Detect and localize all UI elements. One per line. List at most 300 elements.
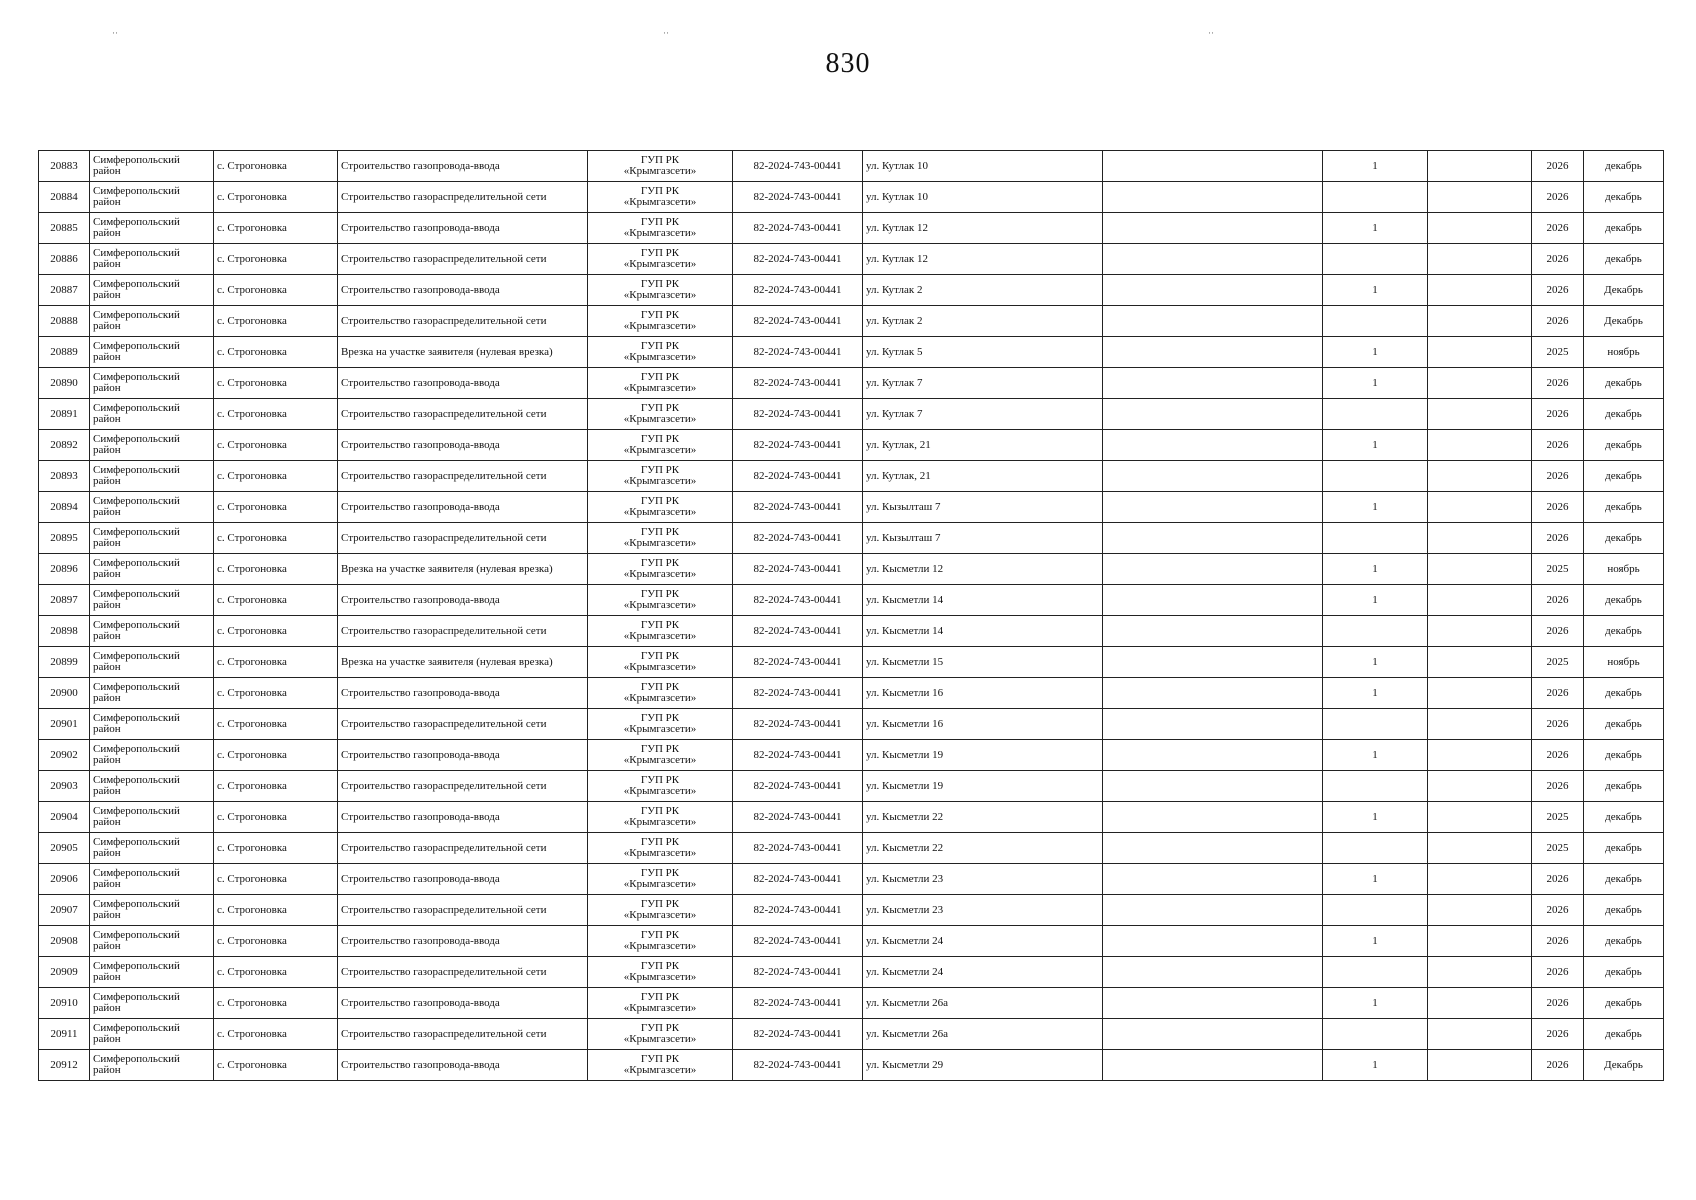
organization-line-2: «Крымгазсети» xyxy=(623,661,697,673)
month-cell: декабрь xyxy=(1584,461,1664,492)
year-cell: 2026 xyxy=(1532,182,1584,213)
address-cell: ул. Кысметли 23 xyxy=(863,864,1103,895)
organization-line-1: ГУП РК xyxy=(640,929,680,941)
organization-line-2: «Крымгазсети» xyxy=(623,909,697,921)
row-number-cell: 20894 xyxy=(39,492,90,523)
year-cell: 2026 xyxy=(1532,1050,1584,1081)
table-row xyxy=(39,306,1664,337)
organization-line-1: ГУП РК xyxy=(640,867,680,879)
month-cell: декабрь xyxy=(1584,182,1664,213)
empty-cell xyxy=(1103,1050,1323,1081)
program-code-cell: 82-2024-743-00441 xyxy=(733,647,863,678)
year-cell: 2026 xyxy=(1532,926,1584,957)
row-number-cell: 20899 xyxy=(39,647,90,678)
work-type-cell: Строительство газораспределительной сети xyxy=(338,523,588,554)
work-type-cell: Строительство газопровода-ввода xyxy=(338,740,588,771)
address-cell: ул. Кутлак, 21 xyxy=(863,461,1103,492)
month-cell: ноябрь xyxy=(1584,554,1664,585)
empty-cell xyxy=(1428,771,1532,802)
work-type-cell: Строительство газораспределительной сети xyxy=(338,771,588,802)
settlement-cell: с. Строгоновка xyxy=(214,709,338,740)
table-row xyxy=(39,492,1664,523)
organization-line-1: ГУП РК xyxy=(640,278,680,290)
month-cell: декабрь xyxy=(1584,957,1664,988)
empty-cell xyxy=(1103,151,1323,182)
empty-cell xyxy=(1103,523,1323,554)
address-cell: ул. Кысметли 24 xyxy=(863,926,1103,957)
program-code-cell: 82-2024-743-00441 xyxy=(733,1019,863,1050)
program-code-cell: 82-2024-743-00441 xyxy=(733,244,863,275)
year-cell: 2025 xyxy=(1532,647,1584,678)
row-number-cell: 20883 xyxy=(39,151,90,182)
table-row xyxy=(39,895,1664,926)
empty-cell xyxy=(1428,585,1532,616)
work-type-cell: Строительство газопровода-ввода xyxy=(338,430,588,461)
organization-cell xyxy=(588,833,733,864)
organization-cell xyxy=(588,926,733,957)
address-cell: ул. Кысметли 12 xyxy=(863,554,1103,585)
organization-line-1: ГУП РК xyxy=(640,712,680,724)
organization-line-2: «Крымгазсети» xyxy=(623,289,697,301)
program-code-cell: 82-2024-743-00441 xyxy=(733,430,863,461)
quantity-cell: 1 xyxy=(1323,430,1428,461)
settlement-cell: с. Строгоновка xyxy=(214,771,338,802)
work-type-cell: Строительство газораспределительной сети xyxy=(338,895,588,926)
month-cell: декабрь xyxy=(1584,523,1664,554)
address-cell: ул. Кутлак 2 xyxy=(863,306,1103,337)
district-cell: Симферопольский район xyxy=(90,864,214,895)
settlement-cell: с. Строгоновка xyxy=(214,802,338,833)
month-cell: декабрь xyxy=(1584,709,1664,740)
table-row xyxy=(39,1050,1664,1081)
row-number-cell: 20891 xyxy=(39,399,90,430)
work-type-cell: Строительство газораспределительной сети xyxy=(338,182,588,213)
settlement-cell: с. Строгоновка xyxy=(214,678,338,709)
table-row xyxy=(39,368,1664,399)
quantity-cell: 1 xyxy=(1323,864,1428,895)
address-cell: ул. Кутлак 12 xyxy=(863,244,1103,275)
district-cell: Симферопольский район xyxy=(90,430,214,461)
month-cell: декабрь xyxy=(1584,740,1664,771)
program-code-cell: 82-2024-743-00441 xyxy=(733,957,863,988)
quantity-cell: 1 xyxy=(1323,213,1428,244)
program-code-cell: 82-2024-743-00441 xyxy=(733,616,863,647)
organization-cell xyxy=(588,616,733,647)
address-cell: ул. Кутлак, 21 xyxy=(863,430,1103,461)
district-cell: Симферопольский район xyxy=(90,399,214,430)
organization-line-1: ГУП РК xyxy=(640,247,680,259)
program-code-cell: 82-2024-743-00441 xyxy=(733,926,863,957)
empty-cell xyxy=(1103,957,1323,988)
district-cell: Симферопольский район xyxy=(90,833,214,864)
table-row xyxy=(39,647,1664,678)
program-code-cell: 82-2024-743-00441 xyxy=(733,988,863,1019)
program-code-cell: 82-2024-743-00441 xyxy=(733,802,863,833)
organization-line-1: ГУП РК xyxy=(640,185,680,197)
district-cell: Симферопольский район xyxy=(90,740,214,771)
month-cell: декабрь xyxy=(1584,151,1664,182)
work-type-cell: Строительство газопровода-ввода xyxy=(338,988,588,1019)
organization-cell xyxy=(588,709,733,740)
year-cell: 2025 xyxy=(1532,802,1584,833)
district-cell: Симферопольский район xyxy=(90,926,214,957)
empty-cell xyxy=(1428,213,1532,244)
row-number-cell: 20889 xyxy=(39,337,90,368)
organization-cell xyxy=(588,771,733,802)
quantity-cell xyxy=(1323,709,1428,740)
empty-cell xyxy=(1103,833,1323,864)
district-cell: Симферопольский район xyxy=(90,647,214,678)
program-code-cell: 82-2024-743-00441 xyxy=(733,895,863,926)
month-cell: декабрь xyxy=(1584,368,1664,399)
settlement-cell: с. Строгоновка xyxy=(214,182,338,213)
organization-line-1: ГУП РК xyxy=(640,402,680,414)
year-cell: 2026 xyxy=(1532,988,1584,1019)
empty-cell xyxy=(1103,275,1323,306)
row-number-cell: 20886 xyxy=(39,244,90,275)
table-row xyxy=(39,833,1664,864)
row-number-cell: 20910 xyxy=(39,988,90,1019)
district-cell: Симферопольский район xyxy=(90,802,214,833)
settlement-cell: с. Строгоновка xyxy=(214,988,338,1019)
year-cell: 2026 xyxy=(1532,616,1584,647)
month-cell: декабрь xyxy=(1584,585,1664,616)
table-row xyxy=(39,337,1664,368)
year-cell: 2026 xyxy=(1532,864,1584,895)
settlement-cell: с. Строгоновка xyxy=(214,926,338,957)
row-number-cell: 20911 xyxy=(39,1019,90,1050)
district-cell: Симферопольский район xyxy=(90,461,214,492)
empty-cell xyxy=(1428,678,1532,709)
empty-cell xyxy=(1428,244,1532,275)
organization-line-2: «Крымгазсети» xyxy=(623,382,697,394)
district-cell: Симферопольский район xyxy=(90,492,214,523)
district-cell: Симферопольский район xyxy=(90,523,214,554)
year-cell: 2026 xyxy=(1532,244,1584,275)
row-number-cell: 20898 xyxy=(39,616,90,647)
empty-cell xyxy=(1103,1019,1323,1050)
quantity-cell xyxy=(1323,1019,1428,1050)
empty-cell xyxy=(1428,399,1532,430)
empty-cell xyxy=(1428,616,1532,647)
row-number-cell: 20900 xyxy=(39,678,90,709)
year-cell: 2026 xyxy=(1532,275,1584,306)
month-cell: декабрь xyxy=(1584,988,1664,1019)
empty-cell xyxy=(1428,523,1532,554)
settlement-cell: с. Строгоновка xyxy=(214,1050,338,1081)
empty-cell xyxy=(1103,895,1323,926)
data-table xyxy=(38,150,1664,1081)
organization-cell xyxy=(588,554,733,585)
month-cell: декабрь xyxy=(1584,244,1664,275)
empty-cell xyxy=(1428,988,1532,1019)
address-cell: ул. Кысметли 16 xyxy=(863,678,1103,709)
program-code-cell: 82-2024-743-00441 xyxy=(733,523,863,554)
row-number-cell: 20897 xyxy=(39,585,90,616)
empty-cell xyxy=(1428,492,1532,523)
organization-line-1: ГУП РК xyxy=(640,743,680,755)
organization-cell xyxy=(588,1050,733,1081)
address-cell: ул. Кызылташ 7 xyxy=(863,523,1103,554)
empty-cell xyxy=(1428,337,1532,368)
organization-line-1: ГУП РК xyxy=(640,619,680,631)
organization-cell xyxy=(588,740,733,771)
quantity-cell: 1 xyxy=(1323,275,1428,306)
organization-cell xyxy=(588,430,733,461)
program-code-cell: 82-2024-743-00441 xyxy=(733,740,863,771)
month-cell: декабрь xyxy=(1584,678,1664,709)
empty-cell xyxy=(1103,585,1323,616)
quantity-cell xyxy=(1323,399,1428,430)
district-cell: Симферопольский район xyxy=(90,1050,214,1081)
month-cell: декабрь xyxy=(1584,399,1664,430)
year-cell: 2025 xyxy=(1532,337,1584,368)
work-type-cell: Врезка на участке заявителя (нулевая врезка) xyxy=(338,647,588,678)
organization-line-1: ГУП РК xyxy=(640,340,680,352)
organization-line-2: «Крымгазсети» xyxy=(623,599,697,611)
address-cell: ул. Кысметли 16 xyxy=(863,709,1103,740)
empty-cell xyxy=(1103,492,1323,523)
empty-cell xyxy=(1103,616,1323,647)
quantity-cell: 1 xyxy=(1323,337,1428,368)
quantity-cell: 1 xyxy=(1323,926,1428,957)
address-cell: ул. Кутлак 10 xyxy=(863,151,1103,182)
organization-cell xyxy=(588,647,733,678)
district-cell: Симферопольский район xyxy=(90,368,214,399)
year-cell: 2026 xyxy=(1532,213,1584,244)
district-cell: Симферопольский район xyxy=(90,213,214,244)
address-cell: ул. Кысметли 15 xyxy=(863,647,1103,678)
address-cell: ул. Кутлак 12 xyxy=(863,213,1103,244)
table-row xyxy=(39,399,1664,430)
quantity-cell: 1 xyxy=(1323,368,1428,399)
table-row xyxy=(39,988,1664,1019)
empty-cell xyxy=(1428,647,1532,678)
empty-cell xyxy=(1428,430,1532,461)
settlement-cell: с. Строгоновка xyxy=(214,492,338,523)
organization-line-1: ГУП РК xyxy=(640,774,680,786)
empty-cell xyxy=(1103,244,1323,275)
organization-line-1: ГУП РК xyxy=(640,309,680,321)
year-cell: 2026 xyxy=(1532,771,1584,802)
month-cell: декабрь xyxy=(1584,1019,1664,1050)
program-code-cell: 82-2024-743-00441 xyxy=(733,678,863,709)
empty-cell xyxy=(1103,647,1323,678)
table-row xyxy=(39,616,1664,647)
organization-cell xyxy=(588,244,733,275)
quantity-cell xyxy=(1323,616,1428,647)
organization-cell xyxy=(588,802,733,833)
organization-cell xyxy=(588,275,733,306)
empty-cell xyxy=(1428,864,1532,895)
program-code-cell: 82-2024-743-00441 xyxy=(733,1050,863,1081)
row-number-cell: 20906 xyxy=(39,864,90,895)
work-type-cell: Строительство газопровода-ввода xyxy=(338,1050,588,1081)
organization-line-2: «Крымгазсети» xyxy=(623,320,697,332)
organization-line-1: ГУП РК xyxy=(640,1022,680,1034)
empty-cell xyxy=(1428,461,1532,492)
organization-line-1: ГУП РК xyxy=(640,371,680,383)
row-number-cell: 20893 xyxy=(39,461,90,492)
organization-cell xyxy=(588,988,733,1019)
month-cell: Декабрь xyxy=(1584,306,1664,337)
empty-cell xyxy=(1103,399,1323,430)
year-cell: 2026 xyxy=(1532,306,1584,337)
empty-cell xyxy=(1103,802,1323,833)
organization-cell xyxy=(588,213,733,244)
empty-cell xyxy=(1428,368,1532,399)
table-row xyxy=(39,740,1664,771)
work-type-cell: Строительство газораспределительной сети xyxy=(338,399,588,430)
month-cell: декабрь xyxy=(1584,926,1664,957)
organization-line-1: ГУП РК xyxy=(640,805,680,817)
quantity-cell: 1 xyxy=(1323,1050,1428,1081)
program-code-cell: 82-2024-743-00441 xyxy=(733,151,863,182)
row-number-cell: 20905 xyxy=(39,833,90,864)
quantity-cell xyxy=(1323,461,1428,492)
year-cell: 2026 xyxy=(1532,492,1584,523)
table-row xyxy=(39,926,1664,957)
organization-line-1: ГУП РК xyxy=(640,526,680,538)
row-number-cell: 20890 xyxy=(39,368,90,399)
year-cell: 2026 xyxy=(1532,678,1584,709)
row-number-cell: 20887 xyxy=(39,275,90,306)
empty-cell xyxy=(1428,151,1532,182)
empty-cell xyxy=(1103,337,1323,368)
settlement-cell: с. Строгоновка xyxy=(214,213,338,244)
organization-line-1: ГУП РК xyxy=(640,557,680,569)
empty-cell xyxy=(1428,957,1532,988)
empty-cell xyxy=(1103,771,1323,802)
program-code-cell: 82-2024-743-00441 xyxy=(733,399,863,430)
quantity-cell: 1 xyxy=(1323,988,1428,1019)
program-code-cell: 82-2024-743-00441 xyxy=(733,213,863,244)
district-cell: Симферопольский район xyxy=(90,1019,214,1050)
table-body xyxy=(39,151,1664,1081)
quantity-cell xyxy=(1323,895,1428,926)
empty-cell xyxy=(1103,678,1323,709)
organization-line-1: ГУП РК xyxy=(640,991,680,1003)
work-type-cell: Строительство газопровода-ввода xyxy=(338,275,588,306)
organization-line-2: «Крымгазсети» xyxy=(623,816,697,828)
organization-cell xyxy=(588,399,733,430)
empty-cell xyxy=(1103,430,1323,461)
year-cell: 2026 xyxy=(1532,740,1584,771)
table-row xyxy=(39,709,1664,740)
empty-cell xyxy=(1103,740,1323,771)
work-type-cell: Строительство газопровода-ввода xyxy=(338,368,588,399)
program-code-cell: 82-2024-743-00441 xyxy=(733,368,863,399)
organization-cell xyxy=(588,895,733,926)
organization-line-2: «Крымгазсети» xyxy=(623,475,697,487)
district-cell: Симферопольский район xyxy=(90,275,214,306)
empty-cell xyxy=(1428,740,1532,771)
address-cell: ул. Кызылташ 7 xyxy=(863,492,1103,523)
quantity-cell xyxy=(1323,957,1428,988)
empty-cell xyxy=(1428,182,1532,213)
address-cell: ул. Кутлак 5 xyxy=(863,337,1103,368)
month-cell: Декабрь xyxy=(1584,1050,1664,1081)
program-code-cell: 82-2024-743-00441 xyxy=(733,554,863,585)
organization-cell xyxy=(588,523,733,554)
empty-cell xyxy=(1103,554,1323,585)
work-type-cell: Строительство газораспределительной сети xyxy=(338,709,588,740)
organization-line-1: ГУП РК xyxy=(640,495,680,507)
organization-line-2: «Крымгазсети» xyxy=(623,692,697,704)
work-type-cell: Строительство газопровода-ввода xyxy=(338,585,588,616)
table-row xyxy=(39,523,1664,554)
organization-line-2: «Крымгазсети» xyxy=(623,413,697,425)
organization-cell xyxy=(588,368,733,399)
district-cell: Симферопольский район xyxy=(90,678,214,709)
settlement-cell: с. Строгоновка xyxy=(214,1019,338,1050)
organization-line-2: «Крымгазсети» xyxy=(623,630,697,642)
program-code-cell: 82-2024-743-00441 xyxy=(733,771,863,802)
organization-cell xyxy=(588,957,733,988)
table-row xyxy=(39,864,1664,895)
settlement-cell: с. Строгоновка xyxy=(214,461,338,492)
month-cell: декабрь xyxy=(1584,833,1664,864)
address-cell: ул. Кутлак 10 xyxy=(863,182,1103,213)
organization-line-2: «Крымгазсети» xyxy=(623,258,697,270)
organization-line-2: «Крымгазсети» xyxy=(623,1064,697,1076)
scan-mark: ·· xyxy=(1208,28,1214,38)
organization-line-1: ГУП РК xyxy=(640,836,680,848)
organization-line-2: «Крымгазсети» xyxy=(623,971,697,983)
address-cell: ул. Кутлак 7 xyxy=(863,399,1103,430)
settlement-cell: с. Строгоновка xyxy=(214,957,338,988)
row-number-cell: 20912 xyxy=(39,1050,90,1081)
row-number-cell: 20901 xyxy=(39,709,90,740)
year-cell: 2026 xyxy=(1532,957,1584,988)
empty-cell xyxy=(1103,213,1323,244)
quantity-cell xyxy=(1323,306,1428,337)
month-cell: декабрь xyxy=(1584,802,1664,833)
month-cell: декабрь xyxy=(1584,864,1664,895)
organization-line-2: «Крымгазсети» xyxy=(623,568,697,580)
organization-cell xyxy=(588,461,733,492)
district-cell: Симферопольский район xyxy=(90,988,214,1019)
year-cell: 2026 xyxy=(1532,895,1584,926)
table-row xyxy=(39,182,1664,213)
district-cell: Симферопольский район xyxy=(90,709,214,740)
work-type-cell: Строительство газопровода-ввода xyxy=(338,802,588,833)
row-number-cell: 20909 xyxy=(39,957,90,988)
address-cell: ул. Кысметли 22 xyxy=(863,833,1103,864)
program-code-cell: 82-2024-743-00441 xyxy=(733,461,863,492)
settlement-cell: с. Строгоновка xyxy=(214,616,338,647)
organization-line-2: «Крымгазсети» xyxy=(623,506,697,518)
work-type-cell: Строительство газораспределительной сети xyxy=(338,1019,588,1050)
quantity-cell xyxy=(1323,833,1428,864)
month-cell: декабрь xyxy=(1584,616,1664,647)
table-row xyxy=(39,213,1664,244)
district-cell: Симферопольский район xyxy=(90,895,214,926)
empty-cell xyxy=(1428,1019,1532,1050)
row-number-cell: 20902 xyxy=(39,740,90,771)
organization-line-2: «Крымгазсети» xyxy=(623,351,697,363)
month-cell: декабрь xyxy=(1584,771,1664,802)
quantity-cell: 1 xyxy=(1323,492,1428,523)
quantity-cell: 1 xyxy=(1323,585,1428,616)
table-row xyxy=(39,151,1664,182)
district-cell: Симферопольский район xyxy=(90,306,214,337)
table-row xyxy=(39,771,1664,802)
settlement-cell: с. Строгоновка xyxy=(214,430,338,461)
empty-cell xyxy=(1428,709,1532,740)
settlement-cell: с. Строгоновка xyxy=(214,306,338,337)
program-code-cell: 82-2024-743-00441 xyxy=(733,182,863,213)
